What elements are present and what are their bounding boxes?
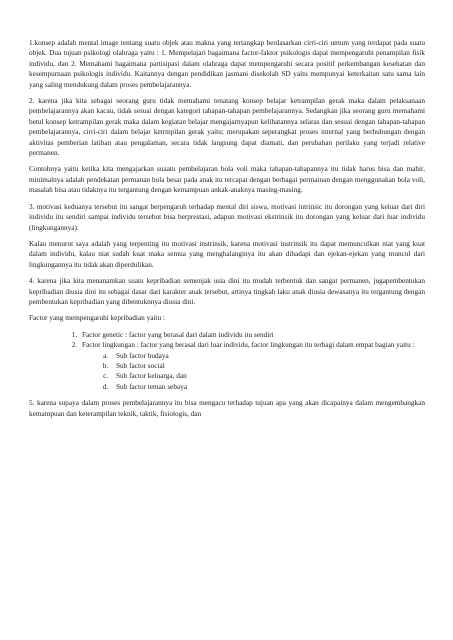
factor-list-item (79, 330, 425, 340)
sub-factor-item: a. Sub factor budaya (110, 351, 425, 361)
sub-factor-item: c. Sub factor keluarga, dan (110, 371, 425, 381)
paragraph-answer-2: 2. karena jika kita sebagai seorang guru tidak memahami tenatang konsep belajar ketrampilan gerak maka dalam pelaksanaan pembelajarannya akan kacau, tidak sesuai dengan kategori tahapan-tahapan pembelajarannya. Sedangkan jika seorang guru memahami betul konsep ketrampilan gerak maka dalam kegiatan belajar mengajarnyapun kelihatannya selaras dan sesuai dengan tahapan-tahapan pembelajarannya, cirri-ciri dalam belajar ketrmpilan gerak yaitu; merupakan seperangkat proses internal yang berhubungan dengan aktivitas pemberian latihan atau pengalaman, secara tidak langsung dapat diamati, dan perubahan perilaku yang terjadi relative permanen. (29, 97, 425, 158)
sub-factor-item: d. Sub factor teman sebaya (110, 382, 425, 392)
paragraph-answer-1: 1.konsep adalah mental image tentang suatu objek atau makna yang tertangkap berdasarkan cirri-ciri umum yang terdapat pada suatu objek. Dua tujuan psikologi olahraga yaitu : 1. Mempelajari bagaimana factor-faktor psikologis dapat mempengaruhi penampilan fisik individu, dan 2. Memahami bagaimana partisipasi dalam olahraga dapat mempengaruhi secara positif perkembangan kesehatan dan kesempurnaan psikologis individu. Kaitannya dengan pendidikan jasmani disekolah SD yaitu mempunyai keterkaitan satu sama lain yang saling mendukung dalam proses pembelajarannya. (29, 39, 425, 89)
sub-factor-list (82, 351, 425, 393)
sub-factor-item: b. Sub factor social (110, 361, 425, 371)
paragraph-example: Contohnya yaitu ketika kita mengajarkan suaatu pembelajaran bola voli maka tahapan-tahapannya itu tidak harus bisa dan mahir, minimalnya adalah pendekatan permanan bola besar pada anak itu tercapai dengan berbagai permainan dengan menggunakan bola voli, masalah bisa atau tidaknya itu tergantung dengan kemampuan ankak-anaknya masing-masing. (29, 165, 425, 195)
factor-environment-text: Factor lingkungan : factor yang berasal dari luar individu, factor lingkungan itu terbagi dalam empat bagian yaitu : (82, 341, 415, 350)
paragraph-answer-3: 3. motivasi keduanya tersebut itu sangat berpengaruh terhadap mental diri siswa, motivasi intrinsic itu dorongan yang keluar dari diri individu itu sendiri sampai individu tersebut bisa berprestasi, adapun motivasi ekstrinsik itu dorongan yang keluar dari luar individu (lingkungannya). (29, 202, 425, 232)
paragraph-answer-4: 4. karena jika kita menanamkan suatu kepribadian semenjak usia dini itu mudah terbentuk dan sangat permanen, jugapembentukan kepribadian diusia dini itu sebagai dasar dari karakter anak tersebut, artinya tingkah laku anak diusia dewasanya itu tergantung dengan pembentukan kepribadian yang dibentuknnya diusia dini. (29, 277, 425, 306)
paragraph-answer-5: 5. karena supaya dalam proses pembelajarannya itu bisa mengacu terhadap tujuan apa yang akan dicapainya dalam mengembangkan kemampuan dan keterampilan teknik, taktik, fisiologis, dan (29, 399, 425, 418)
factor-list-item (79, 340, 425, 392)
paragraph-opinion: Kalau menurut saya adalah yang terpenting itu motivasi instrinsik, karena motivasi instrinsik itu dapat memunculkan niat yang kuat dalam individu, kalau niat sudah kuat maka semua yang menghalanginya itu akan dihadapi dan ejekan-ejekan yang muncul dari lingkungannya itu tidak akan diperdulikan. (29, 239, 425, 269)
paragraph-factor-intro: Factor yang mempengaruhi kepribadian yaitu : (29, 314, 165, 323)
factor-genetic-text: Factor genetic : factor yang berasal dari dalam individu itu sendiri (82, 330, 274, 339)
factor-list (29, 330, 425, 392)
